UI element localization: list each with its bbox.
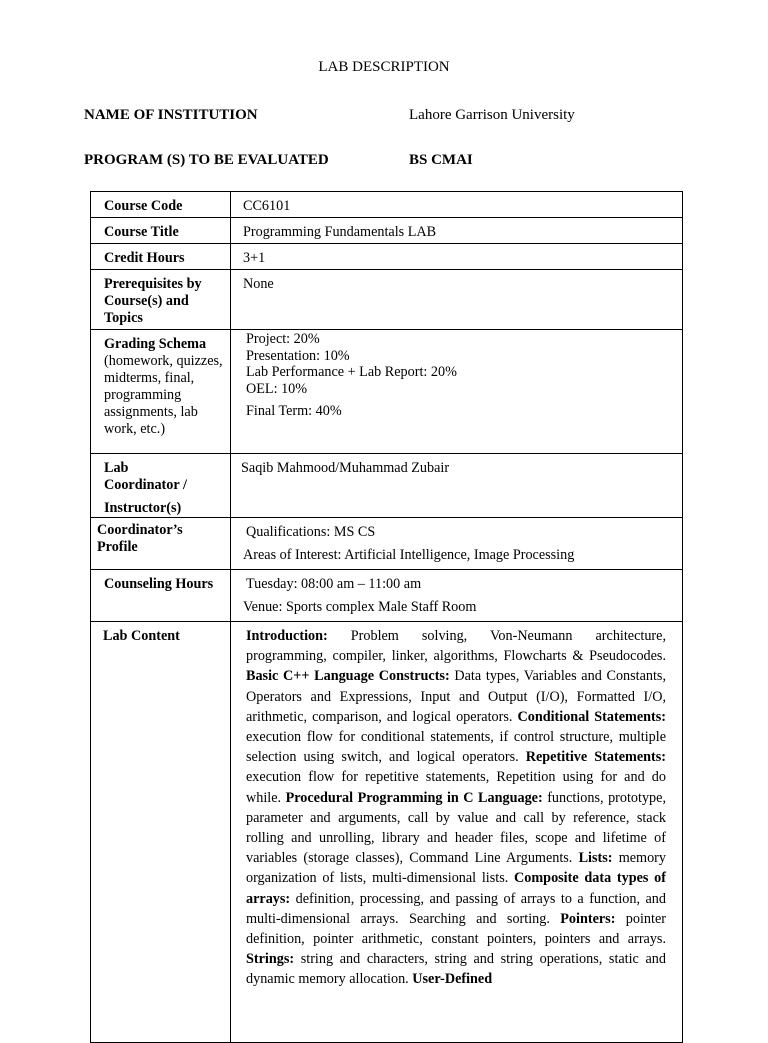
- course-info-table: [90, 191, 683, 1043]
- program-label: PROGRAM (S) TO BE EVALUATED: [84, 152, 329, 168]
- program-value: BS CMAI: [409, 152, 473, 168]
- instructor-label-line2: Coordinator /: [104, 477, 187, 493]
- counseling-hours-label: Counseling Hours: [104, 576, 214, 592]
- topic-heading: Lists:: [578, 850, 613, 867]
- institution-value: Lahore Garrison University: [409, 107, 575, 123]
- row-lab-content: [91, 622, 683, 1043]
- topic-text: functions, prototype, parameter and arguments, call by value and call by reference, stack rolling and unrolling, library and header files, scope and lifetime of variables (storage classes), Command Line Arguments.: [246, 789, 666, 867]
- instructor-label-line1: Lab: [104, 460, 129, 476]
- topic-heading: Introduction:: [246, 628, 328, 644]
- row-course-code: [91, 192, 683, 218]
- instructor-value: Saqib Mahmood/Muhammad Zubair: [241, 460, 450, 476]
- prerequisites-value: None: [243, 276, 274, 292]
- topic-text: definition, processing, and passing of arrays to a function, and multi-dimensional arrays. Searching and sorting.: [246, 890, 666, 927]
- row-counseling-hours: [91, 570, 683, 622]
- topic-text: execution flow for repetitive statements, Repetition using for and do while.: [246, 769, 666, 806]
- counseling-time: Tuesday: 08:00 am – 11:00 am: [246, 576, 422, 592]
- topic-heading: Repetitive Statements:: [525, 749, 666, 766]
- topic-heading: Conditional Statements:: [517, 708, 666, 725]
- grading-list: [231, 330, 682, 420]
- counseling-venue: Venue: Sports complex Male Staff Room: [243, 599, 477, 615]
- course-title-label: Course Title: [104, 224, 179, 240]
- topic-heading: Composite data types of arrays:: [246, 870, 666, 907]
- credit-hours-label: Credit Hours: [104, 250, 185, 266]
- topic-text: pointer definition, pointer arithmetic, constant pointers, pointers and arrays.: [246, 910, 666, 948]
- prerequisites-label: Prerequisites by Course(s) and Topics: [104, 276, 202, 326]
- row-course-title: [91, 218, 683, 244]
- topic-heading: Basic C++ Language Constructs:: [246, 668, 450, 685]
- grading-schema-note: (homework, quizzes, midterms, final, programming assignments, lab work, etc.): [104, 353, 223, 437]
- course-code-value: CC6101: [243, 198, 291, 214]
- coordinator-qualifications: Qualifications: MS CS: [246, 524, 376, 540]
- topic-heading: Strings:: [246, 951, 295, 968]
- row-prerequisites: [91, 270, 683, 330]
- grading-item: Final Term: 40%: [246, 403, 342, 419]
- topic-text: memory organization of lists, multi-dimensional lists.: [246, 850, 666, 887]
- row-credit-hours: [91, 244, 683, 270]
- grading-item: Project: 20%: [246, 331, 320, 347]
- topic-text: Data types, Variables and Constants, Operators and Expressions, Input and Output (I/O), Formatted I/O, arithmetic, comparison, and logical operators.: [246, 668, 666, 725]
- topic-text: Problem solving, Von-Neumann architecture, programming, compiler, linker, algorithms, Flowcharts & Pseudocodes.: [246, 628, 666, 665]
- course-title-value: Programming Fundamentals LAB: [243, 224, 437, 240]
- grading-item: OEL: 10%: [246, 380, 308, 397]
- topic-heading: User-Defined: [412, 971, 493, 988]
- row-instructor: [91, 454, 683, 518]
- topic-heading: Pointers:: [560, 910, 616, 927]
- row-grading-schema: [91, 330, 683, 454]
- grading-item: Lab Performance + Lab Report: 20%: [246, 364, 457, 380]
- page-title: LAB DESCRIPTION: [318, 59, 450, 75]
- topic-text: string and characters, string and string operations, static and dynamic memory allocation.: [246, 951, 666, 988]
- topic-heading: Procedural Programming in C Language:: [285, 789, 543, 806]
- grading-schema-label: Grading Schema: [104, 336, 207, 352]
- coordinator-profile-label: Coordinator’s Profile: [97, 522, 183, 555]
- lab-content-label: Lab Content: [103, 628, 180, 644]
- instructor-label-line3: Instructor(s): [104, 500, 182, 516]
- lab-content-text: [231, 622, 682, 990]
- grading-item: Presentation: 10%: [246, 347, 350, 364]
- institution-label: NAME OF INSTITUTION: [84, 107, 258, 123]
- coordinator-interests: Areas of Interest: Artificial Intelligence, Image Processing: [243, 547, 575, 563]
- row-coordinator-profile: [91, 518, 683, 570]
- topic-text: execution flow for conditional statements, if control structure, multiple selection using switch, and logical operators.: [246, 729, 666, 766]
- credit-hours-value: 3+1: [243, 250, 266, 266]
- course-code-label: Course Code: [104, 198, 183, 214]
